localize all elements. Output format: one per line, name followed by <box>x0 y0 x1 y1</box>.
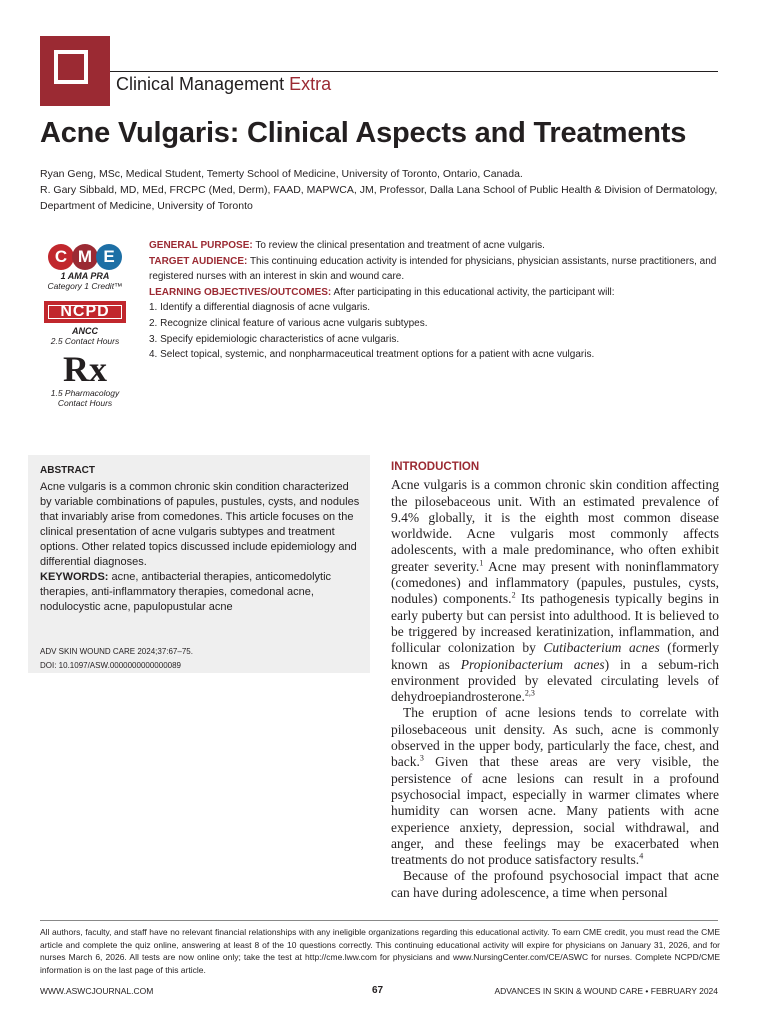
journal-website: WWW.ASWCJOURNAL.COM <box>40 986 154 996</box>
general-purpose <box>149 238 719 254</box>
objective-item: 4. Select topical, systemic, and nonpharmaceutical treatment options for a patient with acne vulgaris. <box>149 349 595 361</box>
cme-letter-m: M <box>72 244 98 270</box>
journal-issue: ADVANCES IN SKIN & WOUND CARE • FEBRUARY 2024 <box>494 986 718 996</box>
cme-credit-line2: Category 1 Credit™ <box>47 281 123 291</box>
page-number: 67 <box>372 985 384 996</box>
outcomes-text: After participating in this educational activity, the participant will: <box>333 286 615 298</box>
ncpd-line1: ANCC <box>72 326 98 336</box>
reference-marker: 4 <box>639 851 644 861</box>
doi: DOI: 10.1097/ASW.0000000000000089 <box>40 661 181 670</box>
journal-citation: ADV SKIN WOUND CARE 2024;37:67–75. <box>40 647 193 656</box>
author-line: R. Gary Sibbald, MD, MEd, FRCPC (Med, Derm), FAAD, MAPWCA, JM, Professor, Dalla Lana School of Public Health & Division of Dermatology, <box>40 184 718 196</box>
section-name: Clinical Management <box>116 74 285 94</box>
text-run: ) in a sebum-rich environment provided by elevated circulating levels of dehydroepiandrosterone. <box>391 656 719 705</box>
abstract-box <box>28 455 370 673</box>
text-run: Given that these areas are very visible, the persistence of acne lesions can result in a profound psychosocial impact, especially in warmer climates where humidity can worsen acne. Many patients with acne experience anxiety, depression, social withdrawal, and anger, and these feelings may be exacerbated when treatments do not produce satisfactory results. <box>391 754 719 868</box>
text-run: (formerly known as <box>391 640 719 672</box>
journal-logo-block <box>40 36 110 106</box>
target-audience <box>149 254 719 285</box>
ncpd-line2: 2.5 Contact Hours <box>50 336 120 346</box>
intro-paragraph-3: Because of the profound psychosocial impact that acne can have during adolescence, a time when personal <box>391 868 719 900</box>
article-title: Acne Vulgaris: Clinical Aspects and Treatments <box>40 117 687 149</box>
reference-marker: 1 <box>479 558 484 568</box>
general-purpose-text: To review the clinical presentation and treatment of acne vulgaris. <box>255 240 545 251</box>
section-extra: Extra <box>289 74 332 94</box>
objective-item: 2. Recognize clinical feature of various acne vulgaris subtypes. <box>149 317 428 329</box>
general-purpose-label: GENERAL PURPOSE: <box>149 240 253 251</box>
text-run: The eruption of acne lesions tends to correlate with pilosebaceous unit density. As such, acne is commonly observed in the upper body, particularly the face, chest, and back. <box>391 705 719 770</box>
keywords-text: acne, antibacterial therapies, anticomedolytic therapies, anti-inflammatory therapies, comedonal acne, nodulocystic acne, papulopustular acne <box>40 571 332 613</box>
rx-line1: 1.5 Pharmacology <box>50 388 120 398</box>
species-name: Propionibacterium acnes <box>460 656 605 672</box>
reference-marker: 2 <box>511 590 516 600</box>
rx-line2: Contact Hours <box>57 398 113 408</box>
target-audience-label: TARGET AUDIENCE: <box>149 255 248 267</box>
citation-block <box>40 645 362 673</box>
header-rule <box>110 71 718 72</box>
abstract-text: Acne vulgaris is a common chronic skin condition characterized by variable combinations of papules, pustules, cysts, and nodules that invariably arise from comedones. This article focuses on the clinical presentation of acne vulgaris subtypes and treatment options. Other related topics discussed include epidemiology and differential diagnoses. <box>40 481 360 568</box>
reference-marker: 3 <box>419 753 424 763</box>
objective-item: 3. Specify epidemiologic characteristics of acne vulgaris. <box>149 333 400 345</box>
learning-objectives <box>149 238 719 363</box>
intro-paragraph-1 <box>391 477 719 705</box>
text-run: Acne may present with noninflammatory (comedones) and inflammatory (papules, pustules, cysts, nodules) components. <box>391 558 720 607</box>
credit-badges <box>40 244 130 408</box>
footnote-rule <box>40 920 718 921</box>
keywords-label: KEYWORDS: <box>40 571 109 583</box>
cme-letter-c: C <box>48 244 74 270</box>
author-line: Ryan Geng, MSc, Medical Student, Temerty School of Medicine, University of Toronto, Ontario, Canada. <box>40 168 523 180</box>
cme-credit-line1: 1 AMA PRA <box>60 271 110 281</box>
intro-paragraph-2 <box>391 705 719 868</box>
section-label <box>116 74 331 95</box>
author-list <box>40 166 730 214</box>
introduction-heading: INTRODUCTION <box>391 461 480 473</box>
abstract-heading: ABSTRACT <box>40 465 95 476</box>
outcomes <box>149 285 719 301</box>
ncpd-logo: NCPD <box>44 301 126 323</box>
objective-item: 1. Identify a differential diagnosis of acne vulgaris. <box>149 302 371 314</box>
target-audience-text: This continuing education activity is intended for physicians, physician assistants, nurse practitioners, and registered nurses with an interest in skin and wound care. <box>149 255 717 283</box>
keywords <box>40 570 362 615</box>
cme-logo <box>44 244 130 270</box>
rx-icon: Rx <box>63 349 107 389</box>
introduction-column <box>391 459 719 901</box>
reference-marker: 2,3 <box>524 688 535 698</box>
text-run: Acne vulgaris is a common chronic skin condition affecting the pilosebaceous unit. With an estimated prevalence of 9.4% globally, it is the eighth most common disease worldwide. Acne vulgaris most commonly affects adolescents, with a male predominance, who often exhibit greater severity. <box>391 477 719 574</box>
outcomes-label: LEARNING OBJECTIVES/OUTCOMES: <box>149 286 332 298</box>
text-run: Its pathogenesis typically begins in early puberty but can persist into adulthood. It is believed to be triggered by increased keratinization, inflammation, and follicular colonization by <box>391 591 720 656</box>
objective-list <box>149 300 719 362</box>
logo-square-icon <box>54 50 88 84</box>
species-name: Cutibacterium acnes <box>543 640 660 656</box>
abstract-content <box>40 463 362 673</box>
cme-letter-e: E <box>96 244 122 270</box>
author-line: Department of Medicine, University of Toronto <box>40 200 253 212</box>
disclosure-footnote: All authors, faculty, and staff have no relevant financial relationships with any ineligible organizations regarding this educational activity. To earn CME credit, you must read the CME article and complete the quiz online, answering at least 8 of the 10 questions correctly. This continuing educational activity will expire for physicians on January 31, 2026, and for nurses March 6, 2026. All tests are now online only; take the test at http://cme.lww.com for physicians and www.NursingCenter.com/CE/ASWC for nurses. Complete NCPD/CME information is on the last page of this article. <box>40 927 720 975</box>
